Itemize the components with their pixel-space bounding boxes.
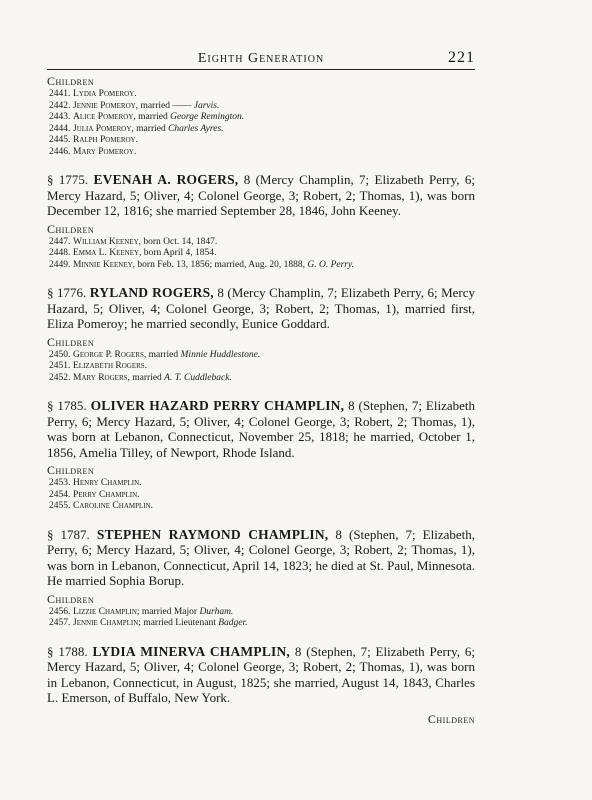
child-name: George P. Rogers, xyxy=(73,349,147,360)
spouse-name: A. T. Cuddleback. xyxy=(164,372,232,383)
child-number: 2450. xyxy=(49,349,71,360)
running-header xyxy=(47,47,475,70)
child-number: 2442. xyxy=(49,100,71,111)
person-entry xyxy=(47,398,475,460)
child-list-item xyxy=(47,101,475,113)
genealogy-section xyxy=(47,172,475,271)
child-list-item xyxy=(47,490,475,502)
child-number: 2451. xyxy=(49,361,71,371)
child-note: married xyxy=(133,123,169,134)
child-number: 2445. xyxy=(49,135,71,145)
section-gap xyxy=(47,513,475,527)
child-list-item xyxy=(47,618,475,630)
genealogy-section xyxy=(47,398,475,513)
child-list-item xyxy=(47,112,475,124)
child-name: Lizzie Champlin; xyxy=(73,606,140,617)
spouse-name: Minnie Huddlestone. xyxy=(180,349,261,360)
child-number: 2443. xyxy=(49,112,71,122)
person-name: RYLAND ROGERS, xyxy=(89,285,214,300)
spouse-name: George Remington. xyxy=(170,112,245,122)
child-note: born Oct. 14, 1847. xyxy=(141,236,218,247)
page-number: 221 xyxy=(448,49,475,66)
child-note: born Feb. 13, 1856; married, Aug. 20, 1888, xyxy=(135,259,308,270)
person-entry xyxy=(47,644,475,706)
person-name: LYDIA MINERVA CHAMPLIN, xyxy=(92,643,291,659)
section-gap xyxy=(47,158,475,172)
genealogy-section xyxy=(47,527,475,630)
child-list-item xyxy=(47,147,475,159)
child-name: Alice Pomeroy, xyxy=(73,112,136,122)
child-list-item xyxy=(47,248,475,260)
children-heading: Children xyxy=(47,591,95,606)
children-heading: Children xyxy=(47,334,95,349)
section-gap xyxy=(47,271,475,285)
section-number: § 1787. xyxy=(47,526,90,542)
child-name: Caroline Champlin. xyxy=(73,501,154,511)
child-list-item xyxy=(47,237,475,249)
child-number: 2454. xyxy=(49,489,71,500)
spouse-name: Durham. xyxy=(199,606,234,617)
child-name: Jennie Pomeroy, xyxy=(73,100,139,111)
child-name: Jennie Champlin; xyxy=(73,618,141,628)
person-entry xyxy=(47,527,475,589)
section-gap xyxy=(47,630,475,644)
child-list-item xyxy=(47,350,475,362)
child-number: 2452. xyxy=(49,372,71,383)
spouse-name: Jarvis. xyxy=(193,100,220,111)
child-number: 2453. xyxy=(49,478,71,488)
child-name: Mary Pomeroy. xyxy=(73,146,137,157)
section-number: § 1788. xyxy=(47,643,88,659)
person-details: 8 (Mercy Champlin, 7; Elizabeth Perry, 6; Mercy Hazard, 5; Oliver, 4; Colonel George, 3; Robert, 2; Thomas, 1), married first, Eliza Pomeroy; he married secondly, Eunice Goddard. xyxy=(47,285,476,331)
children-heading: Children xyxy=(47,221,95,236)
person-name: OLIVER HAZARD PERRY CHAMPLIN, xyxy=(90,398,345,413)
child-number: 2449. xyxy=(49,259,71,270)
children-heading: Children xyxy=(47,74,95,88)
person-details: 8 (Mercy Champlin, 7; Elizabeth Perry, 6; Mercy Hazard, 5; Oliver, 4; Colonel George, 3; Robert, 2; Thomas, 1), was born December 12, 1816; she married September 28, 1846, John Keeney. xyxy=(47,172,475,218)
person-entry xyxy=(47,172,475,219)
child-list-item xyxy=(47,124,475,136)
continued-children-heading: Children xyxy=(427,711,475,726)
child-number: 2455. xyxy=(49,501,71,511)
child-name: Lydia Pomeroy. xyxy=(73,89,137,99)
spouse-name: G. O. Perry. xyxy=(307,259,355,270)
child-name: Ralph Pomeroy. xyxy=(73,135,138,145)
child-list-item xyxy=(47,501,475,513)
child-note: married xyxy=(146,349,181,360)
spouse-name: Charles Ayres. xyxy=(168,123,224,134)
page-title: Eighth Generation xyxy=(197,51,325,66)
child-note: married xyxy=(129,372,165,383)
child-name: Elizabeth Rogers. xyxy=(73,361,148,371)
genealogy-section xyxy=(47,74,475,158)
child-number: 2446. xyxy=(49,146,71,157)
child-note: married xyxy=(135,112,171,122)
spouse-name: Badger. xyxy=(218,618,248,628)
child-note: married Major xyxy=(139,606,200,617)
child-number: 2447. xyxy=(49,236,71,247)
genealogy-section xyxy=(47,644,475,706)
child-note: married Lieutenant xyxy=(140,618,219,628)
child-name: Emma L. Keeney, xyxy=(73,248,142,258)
child-name: Julia Pomeroy, xyxy=(73,123,134,134)
child-list-item xyxy=(47,260,475,272)
child-name: Perry Champlin. xyxy=(73,489,140,500)
child-list-item xyxy=(47,135,475,147)
child-name: Mary Rogers, xyxy=(73,372,130,383)
child-number: 2441. xyxy=(49,89,71,99)
child-name: Henry Champlin. xyxy=(73,478,142,488)
person-details: 8 (Stephen, 7; Elizabeth Perry, 6; Mercy Hazard, 5; Oliver, 4; Colonel George, 3; Robert, 2; Thomas, 1), was born at Lebanon, Connecticut, November 25, 1818; he married, October 1, 1856, Amelia Tilley, of Newport, Rhode Island. xyxy=(47,398,475,460)
child-number: 2444. xyxy=(49,123,71,134)
child-list-item xyxy=(47,373,475,385)
section-number: § 1785. xyxy=(47,398,87,413)
genealogy-section xyxy=(47,285,475,384)
child-name: Minnie Keeney, xyxy=(73,259,136,270)
child-name: William Keeney, xyxy=(73,236,142,247)
person-details: 8 (Stephen, 7; Elizabeth Perry, 6; Mercy Hazard, 5; Oliver, 4; Colonel George, 3; Robert, 2; Thomas, 1), was born in Lebanon, Connecticut, in August, 1825; she married, August 14, 1843, Charles L. Emerson, of Buffalo, New York. xyxy=(47,643,476,705)
section-gap xyxy=(47,384,475,398)
section-number: § 1775. xyxy=(47,172,89,187)
child-note: born April 4, 1854. xyxy=(141,248,217,258)
child-number: 2457. xyxy=(49,618,71,628)
child-list-item xyxy=(47,607,475,619)
person-name: EVENAH A. ROGERS, xyxy=(93,172,239,187)
child-number: 2456. xyxy=(49,606,71,617)
child-number: 2448. xyxy=(49,248,71,258)
children-heading: Children xyxy=(47,463,95,477)
child-note: married —— xyxy=(138,100,194,111)
person-name: STEPHEN RAYMOND CHAMPLIN, xyxy=(96,526,329,542)
page-body xyxy=(47,74,475,727)
person-entry xyxy=(47,285,475,332)
person-details: 8 (Stephen, 7; Elizabeth, Perry, 6; Mercy Hazard, 5; Oliver, 4; Colonel George, 3; Robert, 2; Thomas, 1), was born in Lebanon, Connecticut, April 14, 1823; he died at St. Paul, Minnesota. He married Sophia Borup. xyxy=(47,526,476,588)
section-number: § 1776. xyxy=(47,285,87,300)
child-list-item xyxy=(47,361,475,373)
child-list-item xyxy=(47,478,475,490)
child-list-item xyxy=(47,89,475,101)
